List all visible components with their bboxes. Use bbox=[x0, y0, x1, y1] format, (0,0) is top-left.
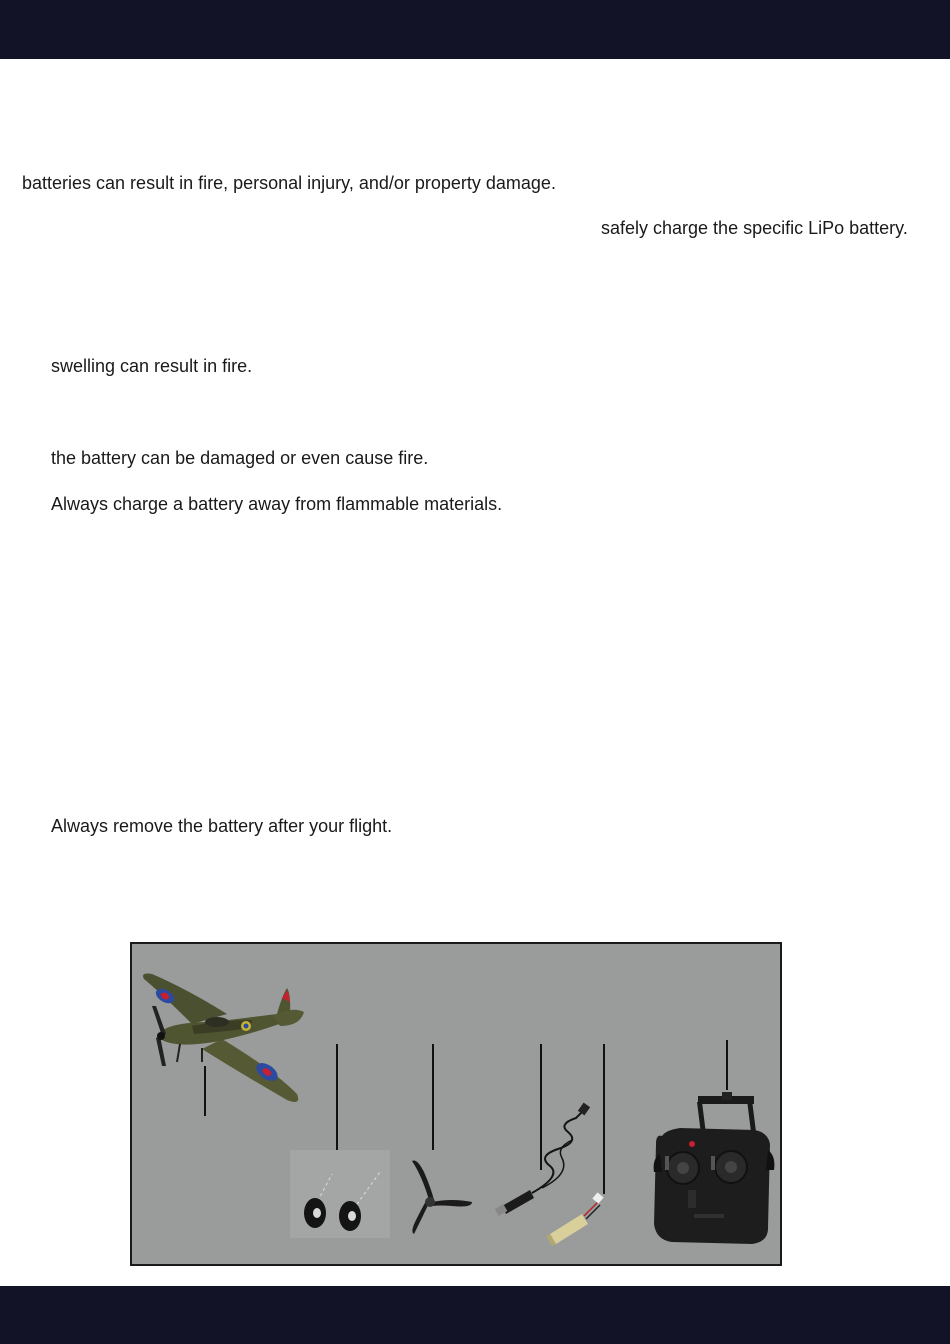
text-line-swelling: swelling can result in fire. bbox=[51, 356, 253, 376]
header-bar bbox=[0, 0, 950, 59]
package-contents-figure bbox=[130, 942, 782, 1266]
text-line-charge-away: Always charge a battery away from flammable materials. bbox=[51, 494, 503, 514]
text-line-battery-damaged: the battery can be damaged or even cause fire. bbox=[51, 448, 429, 468]
usb-charger-image bbox=[495, 1103, 590, 1216]
text-line-battery-damage: batteries can result in fire, personal injury, and/or property damage. bbox=[22, 173, 556, 193]
lipo-battery-image bbox=[546, 1192, 604, 1246]
airplane-image bbox=[143, 974, 304, 1102]
landing-wheels-image bbox=[290, 1150, 390, 1238]
text-line-remove-battery: Always remove the battery after your flight. bbox=[51, 816, 393, 836]
package-contents-illustration bbox=[132, 944, 780, 1264]
propeller-image bbox=[412, 1160, 472, 1234]
text-line-charge-lipo: safely charge the specific LiPo battery. bbox=[601, 218, 908, 238]
footer-bar bbox=[0, 1286, 950, 1344]
transmitter-image bbox=[654, 1092, 775, 1244]
